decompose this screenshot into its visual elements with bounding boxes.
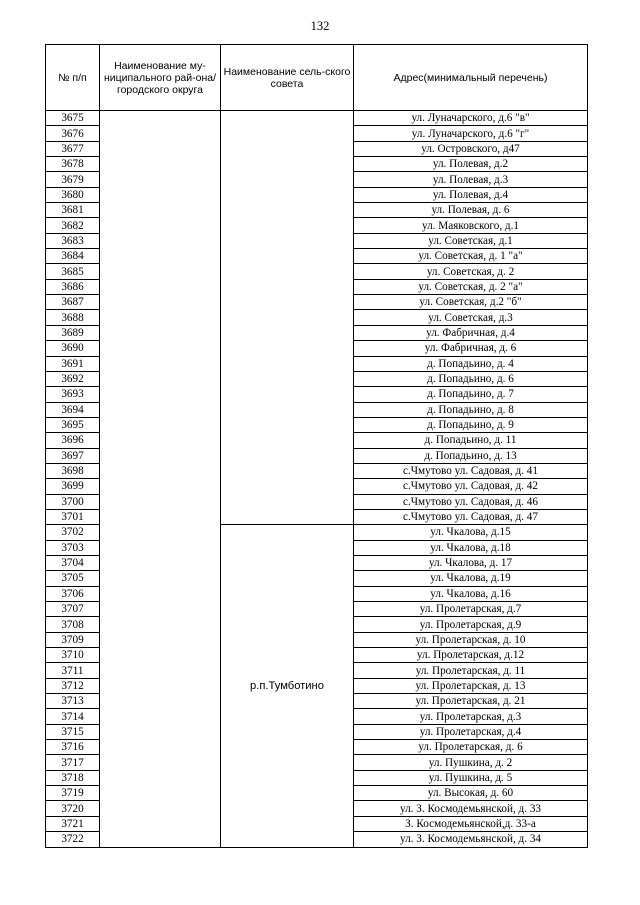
header-district: Наименование му-ниципального рай-она/ городского округа [100, 45, 221, 111]
row-number: 3707 [46, 602, 100, 617]
row-number: 3706 [46, 586, 100, 601]
row-number: 3699 [46, 479, 100, 494]
header-address: Адрес(минимальный перечень) [354, 45, 588, 111]
row-number: 3688 [46, 310, 100, 325]
row-number: 3685 [46, 264, 100, 279]
row-address: ул. Пролетарская, д.7 [354, 602, 588, 617]
row-address: с.Чмутово ул. Садовая, д. 46 [354, 494, 588, 509]
row-address: ул. Пролетарская, д.9 [354, 617, 588, 632]
row-address: с.Чмутово ул. Садовая, д. 41 [354, 463, 588, 478]
row-number: 3714 [46, 709, 100, 724]
row-number: 3702 [46, 525, 100, 540]
row-number: 3721 [46, 816, 100, 831]
row-address: ул. Советская, д.3 [354, 310, 588, 325]
header-num: № п/п [46, 45, 100, 111]
row-address: ул. Пролетарская, д.3 [354, 709, 588, 724]
row-address: ул. Фабричная, д.4 [354, 325, 588, 340]
row-address: ул. Маяковского, д.1 [354, 218, 588, 233]
row-address: ул. Пролетарская, д. 21 [354, 694, 588, 709]
row-number: 3697 [46, 448, 100, 463]
row-number: 3683 [46, 233, 100, 248]
row-address: ул. Полевая, д.3 [354, 172, 588, 187]
council-cell: р.п.Тумботино [221, 525, 354, 847]
row-address: З. Космодемьянской,д. 33-а [354, 816, 588, 831]
row-number: 3700 [46, 494, 100, 509]
row-address: ул. Пушкина, д. 5 [354, 770, 588, 785]
row-number: 3682 [46, 218, 100, 233]
row-number: 3716 [46, 740, 100, 755]
row-address: ул. Советская, д.2 "б" [354, 295, 588, 310]
row-number: 3717 [46, 755, 100, 770]
row-address: ул. Полевая, д.2 [354, 157, 588, 172]
row-number: 3677 [46, 141, 100, 156]
row-address: с.Чмутово ул. Садовая, д. 42 [354, 479, 588, 494]
row-address: ул. Советская, д. 1 "а" [354, 249, 588, 264]
row-number: 3705 [46, 571, 100, 586]
row-address: д. Попадьино, д. 11 [354, 433, 588, 448]
row-address: ул. Пролетарская, д. 13 [354, 678, 588, 693]
row-address: ул. Советская, д.1 [354, 233, 588, 248]
row-number: 3709 [46, 632, 100, 647]
row-address: ул. Пролетарская, д. 10 [354, 632, 588, 647]
row-number: 3684 [46, 249, 100, 264]
row-number: 3695 [46, 417, 100, 432]
row-address: ул. Луначарского, д.6 "г" [354, 126, 588, 141]
row-number: 3703 [46, 540, 100, 555]
row-address: ул. Советская, д. 2 [354, 264, 588, 279]
row-number: 3686 [46, 279, 100, 294]
row-number: 3708 [46, 617, 100, 632]
row-number: 3722 [46, 832, 100, 847]
row-number: 3718 [46, 770, 100, 785]
row-address: д. Попадьино, д. 6 [354, 371, 588, 386]
row-number: 3715 [46, 724, 100, 739]
table-body [46, 111, 588, 848]
row-number: 3676 [46, 126, 100, 141]
row-address: ул. Полевая, д. 6 [354, 203, 588, 218]
row-address: ул. Чкалова, д.16 [354, 586, 588, 601]
row-address: с.Чмутово ул. Садовая, д. 47 [354, 509, 588, 524]
row-address: ул. Пушкина, д. 2 [354, 755, 588, 770]
row-address: ул. Полевая, д.4 [354, 187, 588, 202]
row-address: ул. Советская, д. 2 "а" [354, 279, 588, 294]
row-number: 3720 [46, 801, 100, 816]
row-address: ул. З. Космодемьянской, д. 33 [354, 801, 588, 816]
page-number: 132 [310, 19, 330, 33]
row-number: 3719 [46, 786, 100, 801]
row-number: 3678 [46, 157, 100, 172]
row-number: 3687 [46, 295, 100, 310]
row-address: ул. Пролетарская, д.12 [354, 648, 588, 663]
row-number: 3713 [46, 694, 100, 709]
row-address: д. Попадьино, д. 8 [354, 402, 588, 417]
header-row [46, 45, 588, 111]
row-number: 3681 [46, 203, 100, 218]
row-address: ул. Высокая, д. 60 [354, 786, 588, 801]
row-number: 3701 [46, 509, 100, 524]
row-number: 3696 [46, 433, 100, 448]
row-address: ул. Пролетарская, д. 6 [354, 740, 588, 755]
row-number: 3675 [46, 111, 100, 126]
row-address: ул. Островского, д47 [354, 141, 588, 156]
row-number: 3689 [46, 325, 100, 340]
row-address: ул. Пролетарская, д. 11 [354, 663, 588, 678]
row-number: 3694 [46, 402, 100, 417]
row-number: 3691 [46, 356, 100, 371]
row-number: 3710 [46, 648, 100, 663]
row-number: 3704 [46, 555, 100, 570]
row-number: 3712 [46, 678, 100, 693]
address-table [45, 44, 588, 848]
row-number: 3680 [46, 187, 100, 202]
row-address: ул. Чкалова, д.18 [354, 540, 588, 555]
council-cell [221, 111, 354, 525]
row-address: ул. Чкалова, д.15 [354, 525, 588, 540]
row-address: ул. Луначарского, д.6 "в" [354, 111, 588, 126]
row-address: ул. Фабричная, д. 6 [354, 341, 588, 356]
row-address: д. Попадьино, д. 13 [354, 448, 588, 463]
row-number: 3711 [46, 663, 100, 678]
row-address: ул. Пролетарская, д.4 [354, 724, 588, 739]
row-number: 3679 [46, 172, 100, 187]
row-address: ул. Чкалова, д. 17 [354, 555, 588, 570]
row-number: 3692 [46, 371, 100, 386]
row-number: 3690 [46, 341, 100, 356]
row-address: д. Попадьино, д. 4 [354, 356, 588, 371]
row-address: д. Попадьино, д. 9 [354, 417, 588, 432]
district-cell [100, 111, 221, 848]
table-row [46, 111, 588, 126]
row-address: ул. З. Космодемьянской, д. 34 [354, 832, 588, 847]
row-address: ул. Чкалова, д.19 [354, 571, 588, 586]
row-address: д. Попадьино, д. 7 [354, 387, 588, 402]
header-council: Наименование сель-ского совета [221, 45, 354, 111]
row-number: 3693 [46, 387, 100, 402]
row-number: 3698 [46, 463, 100, 478]
